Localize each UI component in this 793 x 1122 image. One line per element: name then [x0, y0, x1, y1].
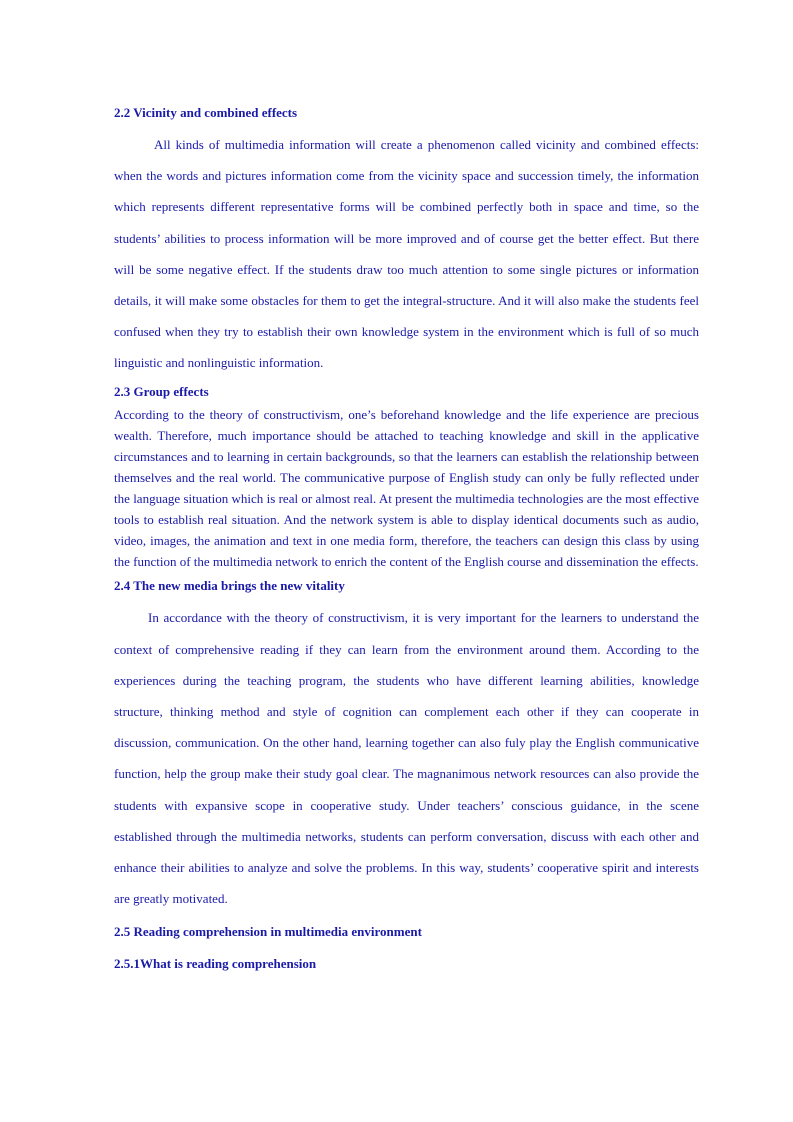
section-heading-2-5: 2.5 Reading comprehension in multimedia environment	[114, 924, 422, 940]
section-heading-2-2: 2.2 Vicinity and combined effects	[114, 105, 298, 120]
document-page	[114, 100, 699, 979]
section-paragraph-2-3: According to the theory of constructivism, one’s beforehand knowledge and the life experience are precious wealth. Therefore, much importance should be attached to teaching knowledge and skill in the applicative circumstances and to learning in certain backgrounds, so that the learners can establish the relationship between themselves and the real world. The communicative purpose of English study can only be fully reflected under the language situation which is real or almost real. At present the multimedia technologies are the most effective tools to establish real situation. And the network system is able to display identical documents such as audio, video, images, the animation and text in one media form, therefore, the teachers can design this class by using the function of the multimedia network to enrich the content of the English course and dissemination the effects.	[114, 406, 699, 570]
section-heading-2-4: 2.4 The new media brings the new vitality	[114, 578, 345, 594]
section-paragraph-2-2: All kinds of multimedia information will create a phenomenon called vicinity and combined effects: when the words and pictures information come from the vicinity space and succession timely, the information which represents different representative forms will be combined perfectly both in space and time, so the students’ abilities to process information will be more improved and of course get the better effect. But there will be some negative effect. If the students draw too much attention to some single pictures or information details, it will make some obstacles for them to get the integral-structure. And it will also make the students feel confused when they try to establish their own knowledge system in the environment which is full of so much linguistic and nonlinguistic information.	[114, 137, 699, 371]
section-paragraph-2-4: In accordance with the theory of constructivism, it is very important for the learners to understand the context of comprehensive reading if they can learn from the environment around them. According to the experiences during the teaching program, the students who have different learning abilities, knowledge structure, thinking method and style of cognition can complement each other if they can cooperate in discussion, communication. On the other hand, learning together can also fuly play the English communicative function, help the group make their study goal clear. The magnanimous network resources can also provide the students with expansive scope in cooperative study. Under teachers’ conscious guidance, in the scene established through the multimedia networks, students can perform conversation, discuss with each other and enhance their abilities to analyze and solve the problems. In this way, students’ cooperative spirit and interests are greatly motivated.	[114, 610, 699, 907]
section-heading-2-3: 2.3 Group effects	[114, 383, 209, 399]
section-heading-2-5-1: 2.5.1What is reading comprehension	[114, 956, 317, 972]
